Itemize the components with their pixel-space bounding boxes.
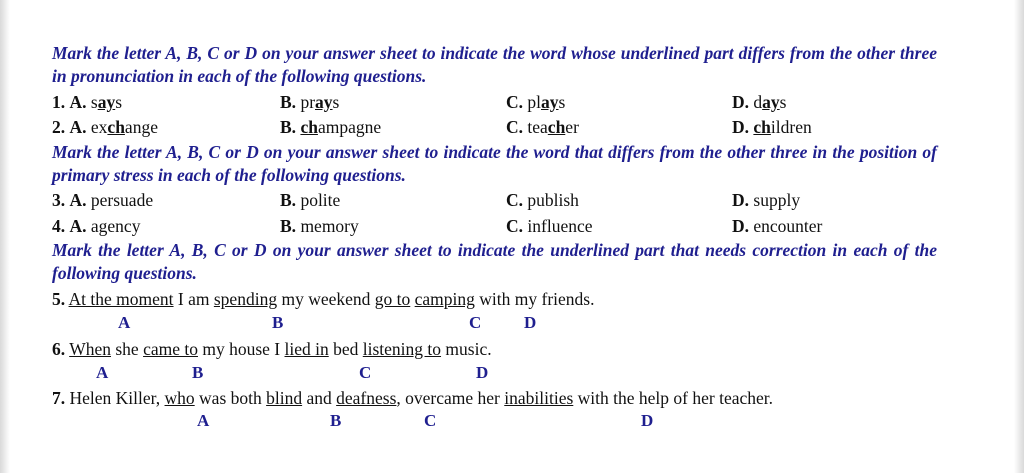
- page-right-edge: [1014, 0, 1024, 473]
- label-b: B: [192, 363, 204, 382]
- option-d: D. days: [732, 92, 787, 112]
- option-c: C. teacher: [506, 117, 579, 137]
- question-7: 7. Helen Killer, who was both blind and deafness, overcame her inabilities with the help of her teacher.: [52, 388, 774, 408]
- label-b: B: [330, 411, 342, 430]
- part-c: lied in: [284, 339, 329, 359]
- part-c: go to: [374, 289, 411, 309]
- part-c: deafness: [336, 388, 397, 408]
- option-d: D. supply: [732, 190, 801, 210]
- label-a: A: [96, 363, 109, 382]
- label-c: C: [359, 363, 372, 382]
- label-d: D: [524, 313, 537, 332]
- option-c: C. publish: [506, 190, 579, 210]
- label-b: B: [272, 313, 284, 332]
- question-6: 6. When she came to my house I lied in bed listening to music.: [52, 339, 492, 359]
- part-a: When: [69, 339, 111, 359]
- question-5: 5. At the moment I am spending my weekend go to camping with my friends.: [52, 289, 595, 309]
- label-d: D: [641, 411, 654, 430]
- instruction-stress: Mark the letter A, B, C or D on your answer sheet to indicate the word that differs from the other three in the position of primary stress in each of the following questions.: [52, 142, 937, 185]
- option-a: 3. A. persuade: [52, 190, 154, 210]
- part-d: camping: [414, 289, 475, 309]
- option-d: D. children: [732, 117, 812, 137]
- option-c: C. influence: [506, 216, 593, 236]
- instruction-pronunciation: Mark the letter A, B, C or D on your answer sheet to indicate the word whose underlined part differs from the other three in pronunciation in each of the following questions.: [52, 43, 937, 86]
- label-c: C: [469, 313, 482, 332]
- page-left-edge: [0, 0, 10, 473]
- option-c: C. plays: [506, 92, 566, 112]
- part-a: At the moment: [68, 289, 174, 309]
- question-number: 1. A. says: [52, 92, 123, 112]
- label-c: C: [424, 411, 437, 430]
- part-b: came to: [143, 339, 198, 359]
- part-d: inabilities: [504, 388, 574, 408]
- option-b: B. prays: [280, 92, 340, 112]
- part-b: spending: [213, 289, 278, 309]
- part-d: listening to: [362, 339, 442, 359]
- option-d: D. encounter: [732, 216, 823, 236]
- label-a: A: [197, 411, 210, 430]
- option-b: B. champagne: [280, 117, 382, 137]
- option-b: B. memory: [280, 216, 359, 236]
- part-b: blind: [266, 388, 303, 408]
- label-d: D: [476, 363, 489, 382]
- option-b: B. polite: [280, 190, 341, 210]
- instruction-correction: Mark the letter A, B, C or D on your answer sheet to indicate the underlined part that needs correction in each of the following questions.: [52, 240, 937, 283]
- option-a: 4. A. agency: [52, 216, 141, 236]
- option-a: 2. A. exchange: [52, 117, 158, 137]
- part-a: who: [164, 388, 195, 408]
- label-a: A: [118, 313, 131, 332]
